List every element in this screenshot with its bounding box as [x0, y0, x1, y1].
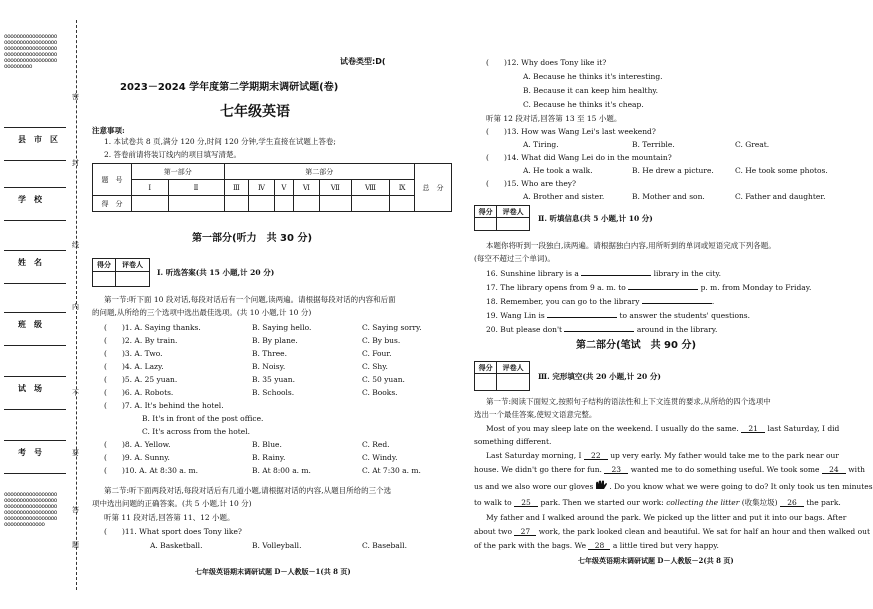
- grader-reviewer-cell[interactable]: [497, 218, 530, 231]
- question-row[interactable]: ( )7. A. It's behind the hotel.: [104, 401, 224, 410]
- exam-room-label: 试场: [18, 384, 50, 393]
- cloze-blank[interactable]: 25: [514, 498, 538, 507]
- name-field[interactable]: [4, 250, 66, 284]
- cloze-blank[interactable]: 28: [588, 541, 610, 550]
- passage-line: about two 27 work, the park looked clean and beautiful. We sat for half an hour and then walked out: [474, 527, 870, 536]
- numeral-cell: Ⅲ: [224, 180, 249, 196]
- part1-heading: 第一部分(听力 共 30 分): [192, 233, 313, 244]
- cloze-blank[interactable]: 23: [604, 465, 628, 474]
- page-footer-left: 七年级英语期末调研试题 D－人教版－1(共 8 页): [195, 567, 351, 576]
- grader-box: [474, 205, 530, 231]
- option-b: B. He drew a picture.: [632, 166, 714, 175]
- school-field[interactable]: [4, 187, 66, 221]
- option-b: B. Terrible.: [632, 140, 675, 149]
- grader-score-cell[interactable]: [475, 374, 497, 391]
- option-line: B. It's in front of the post office.: [142, 414, 264, 423]
- option-a: A. Tiring.: [523, 140, 559, 149]
- section2-title: Ⅱ. 听填信息(共 5 小题,计 10 分): [538, 214, 653, 223]
- section-intro: 本题你将听到一段独白,读两遍。请根据独白内容,用所听到的单词或短语完成下列各题。: [486, 241, 776, 250]
- seal-char: 线: [72, 241, 79, 249]
- option-b: B. Volleyball.: [252, 541, 302, 550]
- numeral-cell: Ⅶ: [319, 180, 351, 196]
- perforation-bottom: oooooooooooooooooooooooooooooooooooooooooooooooooooooooooooooooooooooooooooooooooooooooooooooooooo: [4, 491, 57, 528]
- question-list: [104, 323, 434, 479]
- question-row[interactable]: ( )12. Why does Tony like it?: [486, 58, 607, 67]
- notice-title: 注意事项:: [92, 126, 125, 135]
- seal-char: 封: [72, 159, 79, 167]
- fill-blank[interactable]: [642, 295, 712, 304]
- county-field[interactable]: [4, 127, 66, 161]
- section2-intro: 第二节:听下面两段对话,每段对话后有几道小题,请根据对话的内容,从题目所给的三个选: [104, 486, 392, 495]
- section1-intro: 第一节:听下面 10 段对话,每段对话后有一个问题,读两遍。请根据每段对话的内容和后面: [104, 295, 396, 304]
- name-label: 姓名: [18, 258, 50, 267]
- question-row[interactable]: ( )9. A. Sunny. B. Rainy. C. Windy.: [104, 453, 398, 462]
- exam-title: 2023－2024 学年度第二学期期末调研试题(卷): [120, 82, 339, 93]
- fill-blank[interactable]: [581, 267, 651, 276]
- score-table-header: 题 号: [93, 164, 132, 196]
- total-header: 总 分: [415, 164, 452, 212]
- grader-reviewer-label: 评卷人: [116, 259, 150, 272]
- fill-row[interactable]: 18. Remember, you can go to the library .: [486, 297, 715, 306]
- option-a: A. Brother and sister.: [523, 192, 605, 201]
- part2-heading: 第二部分(笔试 共 90 分): [576, 340, 697, 351]
- numeral-cell: Ⅱ: [168, 180, 224, 196]
- score-cell[interactable]: [351, 196, 389, 212]
- question-row[interactable]: ( )2. A. By train. B. By plane. C. By bus.: [104, 336, 401, 345]
- option-b: B. Because it can keep him healthy.: [523, 86, 659, 95]
- option-c: C. He took some photos.: [735, 166, 828, 175]
- exam-number-label: 考号: [18, 448, 50, 457]
- numeral-cell: Ⅷ: [351, 180, 389, 196]
- grader-reviewer-cell[interactable]: [116, 272, 150, 287]
- county-label: 县市区: [18, 135, 66, 144]
- question-row[interactable]: ( )10. A. At 8:30 a. m. B. At 8:00 a. m. C. At 7:30 a. m.: [104, 466, 421, 475]
- score-cell[interactable]: [390, 196, 415, 212]
- part1-header: 第一部分: [132, 164, 225, 180]
- section-intro: 选出一个最佳答案,使短文语意完整。: [474, 410, 597, 419]
- grader-score-cell[interactable]: [93, 272, 116, 287]
- option-b: B. Mother and son.: [632, 192, 705, 201]
- seal-char: 题: [72, 541, 79, 549]
- perforation-top: oooooooooooooooooooooooooooooooooooooooooooooooooooooooooooooooooooooooooooooooooooooooooooooo: [4, 33, 57, 70]
- score-cell[interactable]: [319, 196, 351, 212]
- grader-score-label: 得分: [475, 362, 497, 374]
- option-c: C. Great.: [735, 140, 770, 149]
- section3-title: Ⅲ. 完形填空(共 20 小题,计 20 分): [538, 372, 661, 381]
- page-footer-right: 七年级英语期末调研试题 D－人教版－2(共 8 页): [578, 556, 734, 565]
- question-row[interactable]: ( )3. A. Two. B. Three. C. Four.: [104, 349, 392, 358]
- fill-row[interactable]: 17. The library opens from 9 a. m. to p. m. from Monday to Friday.: [486, 283, 812, 292]
- fill-blank[interactable]: [628, 281, 698, 290]
- fill-row[interactable]: 20. But please don't around in the library.: [486, 325, 718, 334]
- score-cell[interactable]: [249, 196, 275, 212]
- score-cell[interactable]: [224, 196, 249, 212]
- score-cell[interactable]: [294, 196, 320, 212]
- passage-line: of the park with the bags. We 28 a little tired but very happy.: [474, 541, 719, 550]
- grader-reviewer-label: 评卷人: [497, 206, 530, 218]
- score-cell[interactable]: [168, 196, 224, 212]
- glove-icon: [594, 480, 608, 490]
- exam-number-field[interactable]: [4, 440, 66, 474]
- question-row[interactable]: ( )6. A. Robots. B. Schools. C. Books.: [104, 388, 398, 397]
- cloze-blank[interactable]: 22: [584, 451, 608, 460]
- binding-strip: [0, 0, 85, 609]
- question-row[interactable]: ( )14. What did Wang Lei do in the mountain?: [486, 153, 672, 162]
- part2-header: 第二部分: [224, 164, 415, 180]
- section-intro: 第一节:阅读下面短文,按照句子结构的语法性和上下文连贯的要求,从所给的四个选项中: [486, 397, 771, 406]
- fill-row[interactable]: 19. Wang Lin is to answer the students' questions.: [486, 311, 751, 320]
- option-a: A. He took a walk.: [523, 166, 593, 175]
- fill-blank[interactable]: [547, 309, 617, 318]
- listen-instruction: 听第 12 段对话,回答第 13 至 15 小题。: [486, 114, 622, 123]
- score-cell[interactable]: [274, 196, 293, 212]
- grader-score-label: 得分: [93, 259, 116, 272]
- grader-reviewer-cell[interactable]: [497, 374, 530, 391]
- passage-line: My father and I walked around the park. We picked up the litter and put it into our bags. After: [486, 513, 847, 522]
- option-a: A. Basketball.: [150, 541, 203, 550]
- fill-blank[interactable]: [564, 323, 634, 332]
- listen-instruction: 听第 11 段对话,回答第 11、12 小题。: [104, 513, 235, 522]
- question-row[interactable]: ( )4. A. Lazy. B. Noisy. C. Shy.: [104, 362, 388, 371]
- notice-item: 1. 本试卷共 8 页,满分 120 分,时间 120 分钟,学生直接在试题上答卷;: [104, 137, 336, 146]
- section1-title: Ⅰ. 听选答案(共 15 小题,计 20 分): [157, 268, 275, 277]
- question-row[interactable]: ( )13. How was Wang Lei's last weekend?: [486, 127, 656, 136]
- section2-intro: 项中选出问题的正确答案。(共 5 小题,计 10 分): [92, 499, 252, 508]
- cloze-blank[interactable]: 24: [822, 465, 846, 474]
- option-c: C. Because he thinks it's cheap.: [523, 100, 644, 109]
- seal-char: 要: [72, 449, 79, 457]
- grader-reviewer-label: 评卷人: [497, 362, 530, 374]
- grader-score-label: 得分: [475, 206, 497, 218]
- passage-line: Last Saturday morning, I 22 up very early. My father would take me to the park near our: [486, 451, 839, 460]
- section1-intro: 的问题,从所给的三个选项中选出最佳选项。(共 10 小题,计 10 分): [92, 308, 312, 317]
- cloze-blank[interactable]: 27: [514, 527, 536, 536]
- option-c: C. Baseball.: [362, 541, 407, 550]
- notice-item: 2. 答卷前请将装订线内的项目填写清楚。: [104, 150, 242, 159]
- numeral-cell: Ⅵ: [294, 180, 320, 196]
- option-line: C. It's across from the hotel.: [142, 427, 250, 436]
- option-a: A. Because he thinks it's interesting.: [523, 72, 663, 81]
- passage-line: Most of you may sleep late on the weekend. I usually do the same. 21 last Saturday, I did: [486, 424, 840, 433]
- numeral-cell: Ⅸ: [390, 180, 415, 196]
- score-row-label: 得 分: [93, 196, 132, 212]
- school-label: 学校: [18, 195, 50, 204]
- seal-char: 不: [72, 389, 79, 397]
- question-row[interactable]: ( )11. What sport does Tony like?: [104, 527, 242, 536]
- question-row[interactable]: ( )5. A. 25 yuan. B. 35 yuan. C. 50 yuan.: [104, 375, 405, 384]
- class-label: 班级: [18, 320, 50, 329]
- grader-box: [92, 258, 150, 287]
- cloze-blank[interactable]: 21: [741, 424, 765, 433]
- cloze-blank[interactable]: 26: [780, 498, 804, 507]
- numeral-cell: Ⅳ: [249, 180, 275, 196]
- numeral-cell: Ⅴ: [274, 180, 293, 196]
- score-cell[interactable]: [132, 196, 169, 212]
- question-row[interactable]: ( )15. Who are they?: [486, 179, 577, 188]
- passage-line: to walk to 25 park. Then we started our work: collecting the litter (收集垃圾) 26 the park.: [474, 498, 841, 507]
- grader-score-cell[interactable]: [475, 218, 497, 231]
- question-row[interactable]: ( )8. A. Yellow. B. Blue. C. Red.: [104, 440, 390, 449]
- section-intro: (每空不超过三个单词)。: [474, 254, 555, 263]
- seal-char: 密: [72, 93, 79, 101]
- score-table: [92, 163, 452, 212]
- seal-char: 答: [72, 506, 79, 514]
- passage-line: house. We didn't go there for fun. 23 wanted me to do something useful. We took some 24 with: [474, 465, 865, 474]
- grader-box: [474, 361, 530, 391]
- option-c: C. Father and daughter.: [735, 192, 826, 201]
- passage-line: something different.: [474, 437, 552, 446]
- seal-char: 内: [72, 303, 79, 311]
- numeral-cell: Ⅰ: [132, 180, 169, 196]
- exam-room-field[interactable]: [4, 376, 66, 410]
- question-row[interactable]: ( )1. A. Saying thanks. B. Saying hello. C. Saying sorry.: [104, 323, 422, 332]
- fill-row[interactable]: 16. Sunshine library is a library in the city.: [486, 269, 721, 278]
- subject-title: 七年级英语: [220, 104, 290, 120]
- passage-line: us and we also wore our gloves . Do you know what we were going to do? It only took us ten minutes: [474, 482, 873, 491]
- exam-type: 试卷类型:D(: [340, 57, 386, 66]
- class-field[interactable]: [4, 312, 66, 346]
